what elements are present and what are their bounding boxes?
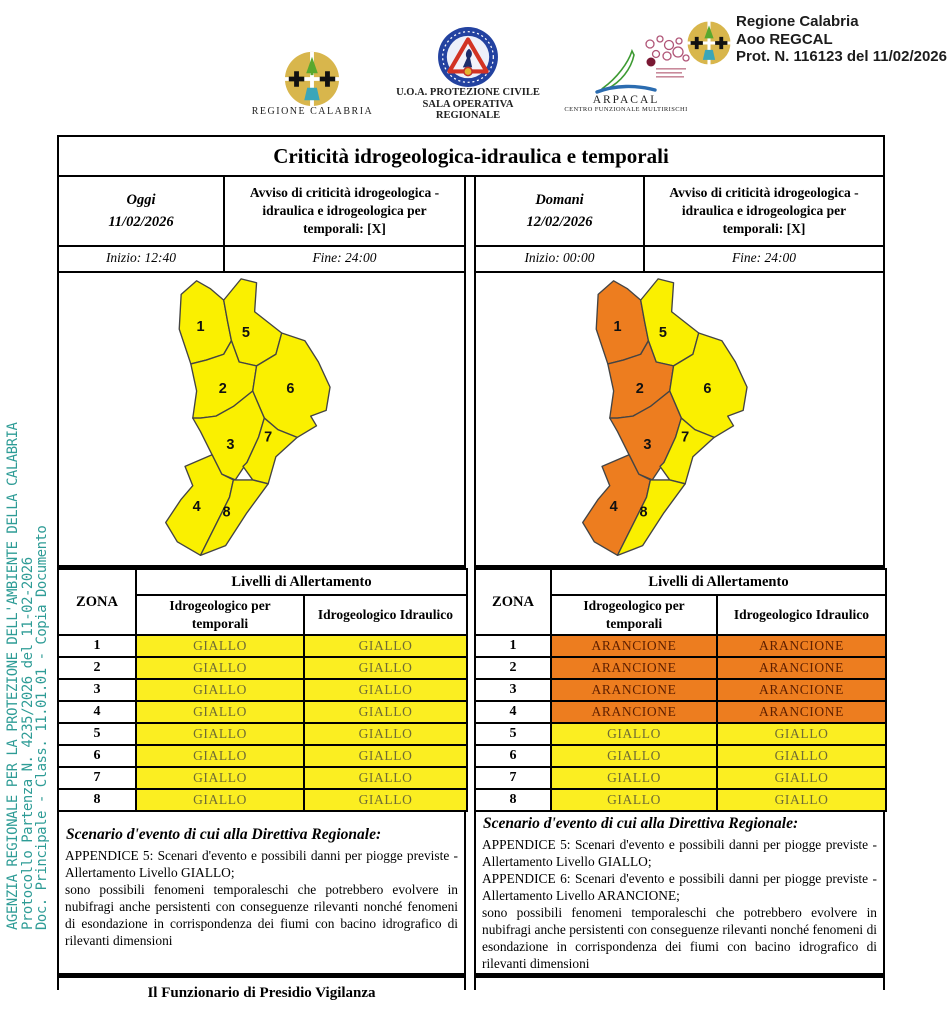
zone-row [475,789,886,811]
svg-text:3: 3 [226,437,235,453]
svg-text:3: 3 [643,437,652,453]
scenario-paragraph: APPENDICE 6: Scenari d'evento e possibili danni per piogge previste - Allertamento Livello ARANCIONE; [482,871,877,904]
alert-level-idraulico: GIALLO [304,767,467,789]
today-scenario-cell [57,812,466,975]
alert-level-temporali: ARANCIONE [551,701,717,723]
today-avviso: Avviso di criticità idrogeologica - idraulica e idrogeologica per temporali: [X] [249,184,440,237]
protezione-civile-caption [392,87,544,122]
scenario-paragraph: sono possibili fenomeni temporaleschi che potrebbero evolvere in nubifragi anche persistenti con conseguenze rilevanti nonché fenomeni di esondazione in corrispondenza dei fiumi con bacino idrografico di rilevanti dimensioni [65,882,458,949]
alert-level-idraulico: GIALLO [304,789,467,811]
livelli-header: Livelli di Allertamento [136,569,467,595]
svg-text:1: 1 [196,319,205,336]
alert-level-idraulico: GIALLO [304,635,467,657]
zone-row [58,657,467,679]
pc-caption-line1: U.O.A. PROTEZIONE CIVILE [396,87,540,98]
zone-row [58,789,467,811]
svg-text:5: 5 [241,324,250,341]
clipped-footer-row [57,975,466,1001]
alert-level-idraulico: GIALLO [304,723,467,745]
alert-level-temporali: GIALLO [136,723,304,745]
alert-level-temporali: GIALLO [551,767,717,789]
alert-level-idraulico: GIALLO [717,745,886,767]
alert-level-temporali: GIALLO [551,745,717,767]
alert-level-temporali: GIALLO [136,767,304,789]
today-day-cell [59,177,225,245]
zone-number: 1 [475,635,551,657]
protezione-civile-logo-icon [437,26,499,88]
alert-level-idraulico: GIALLO [717,767,886,789]
tomorrow-inizio: Inizio: 00:00 [476,247,645,271]
today-alert-table [57,568,468,812]
alert-level-temporali: GIALLO [551,789,717,811]
alert-level-idraulico: GIALLO [304,701,467,723]
protocol-stamp-vertical [6,310,50,930]
clipped-footer-text: Il Funzionario di Presidio Vigilanza [147,985,376,1001]
scenario-paragraph: sono possibili fenomeni temporaleschi che potrebbero evolvere in nubifragi anche persistenti con conseguenze rilevanti nonché fenomeni di esondazione in corrispondenza dei fiumi con bacino idrografico di rilevanti dimensioni [482,905,877,972]
zone-number: 7 [58,767,136,789]
scenario-title: Scenario d'evento di cui alla Direttiva Regionale: [66,826,382,843]
svg-text:1: 1 [613,319,622,336]
stamp-line-doc: Doc. Principale - Class. 11.01.01 - Copia Documento [34,525,50,930]
alert-level-temporali: ARANCIONE [551,657,717,679]
calabria-zones-map-tomorrow [526,275,796,565]
alert-level-temporali: ARANCIONE [551,635,717,657]
idraulico-header: Idrogeologico Idraulico [717,595,886,635]
zone-number: 4 [475,701,551,723]
scenario-paragraph: APPENDICE 5: Scenari d'evento e possibili danni per piogge previste - Allertamento Livello GIALLO; [65,848,458,881]
tomorrow-column [474,177,885,990]
today-map-cell [57,273,466,568]
alert-level-idraulico: GIALLO [717,723,886,745]
zone-row [475,767,886,789]
svg-text:4: 4 [609,498,618,515]
zone-number: 7 [475,767,551,789]
svg-text:7: 7 [264,429,273,446]
alert-level-temporali: GIALLO [136,657,304,679]
svg-text:8: 8 [222,504,231,521]
tomorrow-avviso: Avviso di criticità idrogeologica - idraulica e idrogeologica per temporali: [X] [669,184,859,237]
svg-text:2: 2 [635,380,644,397]
temporali-header: Idrogeologico per temporali [551,595,717,635]
alert-level-idraulico: ARANCIONE [717,701,886,723]
zone-row [58,679,467,701]
zone-row [58,723,467,745]
alert-level-temporali: GIALLO [136,635,304,657]
zone-number: 5 [475,723,551,745]
zone-number: 3 [58,679,136,701]
alert-level-temporali: GIALLO [551,723,717,745]
alert-level-idraulico: GIALLO [717,789,886,811]
zone-row [58,745,467,767]
alert-level-temporali: GIALLO [136,745,304,767]
tomorrow-date: 12/02/2026 [526,214,593,230]
svg-text:6: 6 [286,380,295,397]
tomorrow-day-cell [476,177,645,245]
alert-level-idraulico: GIALLO [304,679,467,701]
temporali-header: Idrogeologico per temporali [136,595,304,635]
alert-level-idraulico: GIALLO [304,657,467,679]
zone-number: 8 [475,789,551,811]
zone-number: 8 [58,789,136,811]
zone-row [475,723,886,745]
scenario-paragraph: APPENDICE 5: Scenari d'evento e possibili danni per piogge previste - Allertamento Livello GIALLO; [482,837,877,870]
zone-row [475,701,886,723]
page-title: Criticità idrogeologica-idraulica e temporali [57,135,885,177]
scenario-body [482,836,877,972]
svg-text:8: 8 [639,504,648,521]
alert-level-idraulico: GIALLO [304,745,467,767]
zone-row [475,657,886,679]
tomorrow-alert-table [474,568,887,812]
tomorrow-fine: Fine: 24:00 [731,250,797,265]
protocol-aoo: Aoo REGCAL [736,30,833,48]
alert-level-temporali: GIALLO [136,679,304,701]
bulletin-table [57,135,885,1001]
svg-text:6: 6 [703,380,712,397]
today-column [57,177,466,1001]
alert-level-idraulico: ARANCIONE [717,635,886,657]
alert-level-temporali: GIALLO [136,701,304,723]
stamp-line-agency: AGENZIA REGIONALE PER LA PROTEZIONE DELL'AMBIENTE DELLA CALABRIA [5,422,21,930]
svg-text:4: 4 [192,498,201,515]
clipped-footer-row [474,975,885,990]
today-fine: Fine: 24:00 [312,250,377,265]
regcal-crest-icon [686,20,732,66]
zone-row [58,701,467,723]
zone-row [475,745,886,767]
zone-number: 6 [475,745,551,767]
header [0,0,947,132]
tomorrow-map-cell [474,273,885,568]
scenario-body [65,847,458,949]
zone-row [475,679,886,701]
today-date: 11/02/2026 [108,214,174,230]
tomorrow-scenario-cell [474,812,885,975]
protocol-box [736,13,947,66]
protocol-org: Regione Calabria [736,13,859,30]
zone-number: 6 [58,745,136,767]
zone-row [58,767,467,789]
calabria-zones-map-today [109,275,379,565]
zone-number: 5 [58,723,136,745]
stamp-line-protocol: Protocollo Partenza N. 4235/2026 del 11-02-2026 [19,557,36,930]
livelli-header: Livelli di Allertamento [551,569,886,595]
regione-calabria-logo-icon [283,50,341,108]
zone-number: 2 [475,657,551,679]
tomorrow-label: Domani [535,191,584,208]
regione-calabria-caption: REGIONE CALABRIA [251,106,374,117]
zone-number: 1 [58,635,136,657]
idraulico-header: Idrogeologico Idraulico [304,595,467,635]
alert-level-temporali: GIALLO [136,789,304,811]
protocol-number: Prot. N. 116123 del 11/02/2026 [736,48,947,65]
zone-row [475,635,886,657]
zone-row [58,635,467,657]
arpacal-subcaption: CENTRO FUNZIONALE MULTIRISCHI [564,106,688,113]
zone-number: 2 [58,657,136,679]
arpacal-caption: ARPACAL [592,94,660,106]
svg-text:7: 7 [681,429,690,446]
zona-header: ZONA [58,569,136,635]
alert-level-idraulico: ARANCIONE [717,657,886,679]
scenario-title: Scenario d'evento di cui alla Direttiva Regionale: [483,815,799,832]
zona-header: ZONA [475,569,551,635]
zone-number: 3 [475,679,551,701]
pc-caption-line2: SALA OPERATIVA REGIONALE [422,98,514,121]
today-label: Oggi [126,191,156,208]
svg-text:5: 5 [658,324,667,341]
alert-level-idraulico: ARANCIONE [717,679,886,701]
svg-text:2: 2 [218,380,227,397]
today-inizio: Inizio: 12:40 [59,247,225,271]
alert-level-temporali: ARANCIONE [551,679,717,701]
zone-number: 4 [58,701,136,723]
